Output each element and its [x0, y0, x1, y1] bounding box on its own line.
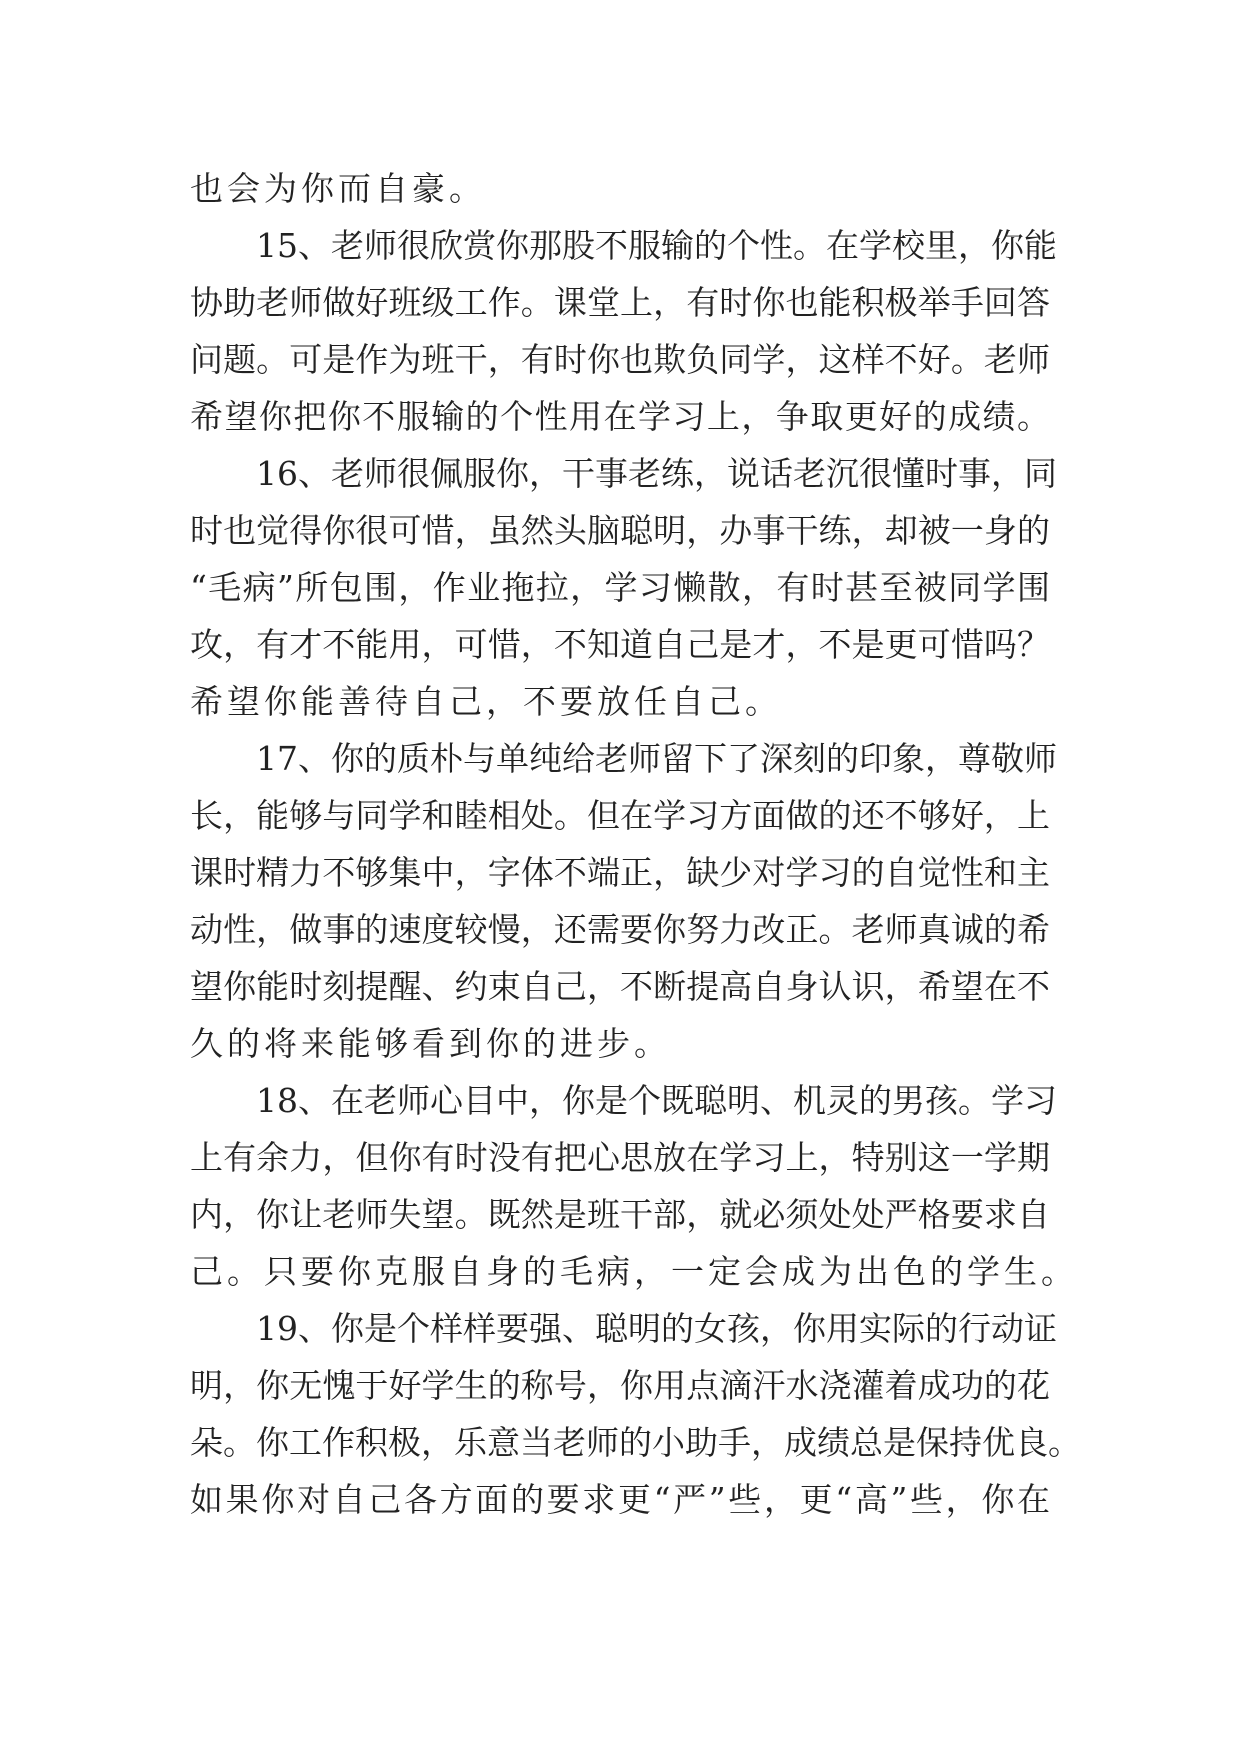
text-line: 希望你把你不服输的个性用在学习上，争取更好的成绩。	[190, 397, 1050, 436]
paragraph-17-start: 17、你的质朴与单纯给老师留下了深刻的印象，尊敬师	[256, 739, 1057, 778]
text-line: 如果你对自己各方面的要求更“严”些，更“高”些，你在	[190, 1480, 1050, 1519]
paragraph-18-start: 18、在老师心目中，你是个既聪明、机灵的男孩。学习	[256, 1081, 1057, 1120]
text-line: 望你能时刻提醒、约束自己，不断提高自身认识，希望在不	[190, 967, 1050, 1006]
text-line: 内，你让老师失望。既然是班干部，就必须处处严格要求自	[190, 1195, 1050, 1234]
document-body	[190, 160, 1081, 1528]
text-line: 问题。可是作为班干，有时你也欺负同学，这样不好。老师	[190, 340, 1050, 379]
text-line: 明，你无愧于好学生的称号，你用点滴汗水浇灌着成功的花	[190, 1366, 1050, 1405]
text-line: 攻，有才不能用，可惜，不知道自己是才，不是更可惜吗？	[190, 625, 1050, 664]
text-line: 希望你能善待自己，不要放任自己。	[190, 682, 782, 721]
text-line: “毛病”所包围，作业拖拉，学习懒散，有时甚至被同学围	[190, 568, 1050, 607]
text-line: 也会为你而自豪。	[190, 169, 486, 208]
text-line: 朵。你工作积极，乐意当老师的小助手，成绩总是保持优良。	[190, 1423, 1081, 1462]
paragraph-15-start: 15、老师很欣赏你那股不服输的个性。在学校里，你能	[256, 226, 1057, 265]
text-line: 己。只要你克服自身的毛病，一定会成为出色的学生。	[190, 1252, 1078, 1291]
text-line: 久的将来能够看到你的进步。	[190, 1024, 671, 1063]
text-line: 课时精力不够集中，字体不端正，缺少对学习的自觉性和主	[190, 853, 1050, 892]
text-line: 动性，做事的速度较慢，还需要你努力改正。老师真诚的希	[190, 910, 1050, 949]
text-line: 协助老师做好班级工作。课堂上，有时你也能积极举手回答	[190, 283, 1050, 322]
text-line: 长，能够与同学和睦相处。但在学习方面做的还不够好，上	[190, 796, 1050, 835]
text-line: 时也觉得你很可惜，虽然头脑聪明，办事干练，却被一身的	[190, 511, 1050, 550]
text-line: 上有余力，但你有时没有把心思放在学习上，特别这一学期	[190, 1138, 1050, 1177]
paragraph-16-start: 16、老师很佩服你，干事老练，说话老沉很懂时事，同	[256, 454, 1057, 493]
paragraph-19-start: 19、你是个样样要强、聪明的女孩，你用实际的行动证	[256, 1309, 1057, 1348]
